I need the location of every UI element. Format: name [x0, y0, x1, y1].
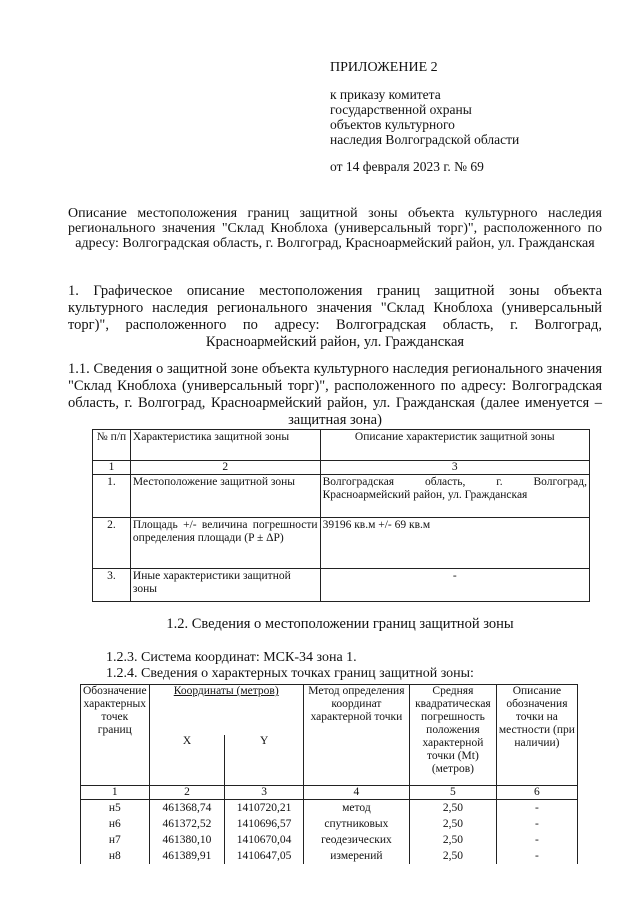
- appendix-line: к приказу комитета: [330, 87, 441, 102]
- point-error: 2,50: [410, 832, 497, 848]
- point-error: 2,50: [410, 800, 497, 817]
- table1-col-number: 1: [93, 461, 131, 475]
- table1-row-name: Местоположение защитной зоны: [130, 475, 320, 518]
- table-row: [93, 518, 590, 569]
- table1-row-name: Площадь +/- величина погрешности определения площади (P ± ΔP): [130, 518, 320, 569]
- table1-header-num: № п/п: [93, 430, 131, 461]
- table2-col-number: 5: [410, 786, 497, 800]
- point-error: 2,50: [410, 848, 497, 864]
- section-1-2-title: 1.2. Сведения о местоположении границ защитной зоны: [166, 616, 514, 632]
- table1-col-number: 3: [320, 461, 589, 475]
- section-1-1-title: 1.1. Сведения о защитной зоне объекта культурного наследия регионального значения "Склад Кноблоха (универсальный торг)", расположенного по адресу: Волгоградская область, г. Волгоград, Красноармейский район, ул. Гражданская (далее именуется – защитная зона): [68, 361, 602, 428]
- point-description: -: [496, 800, 577, 817]
- table2-col-number: 2: [149, 786, 225, 800]
- table-row: [93, 569, 590, 602]
- table2-col-number: 6: [496, 786, 577, 800]
- table1-header-characteristic: Характеристика защитной зоны: [130, 430, 320, 461]
- table1-row-desc: 39196 кв.м +/- 69 кв.м: [320, 518, 589, 569]
- table2-header-description: Описание обозначения точки на местности (при наличии): [496, 685, 577, 786]
- table1-row-num: 3.: [93, 569, 131, 602]
- table2-header-error: Средняя квадратическая погрешность положения характерной точки (Mt) (метров): [410, 685, 497, 786]
- point-error: 2,50: [410, 816, 497, 832]
- table-row: [81, 800, 578, 817]
- section-1-2-4: 1.2.4. Сведения о характерных точках границ защитной зоны:: [106, 666, 474, 681]
- section-1-title: 1. Графическое описание местоположения границ защитной зоны объекта культурного наследия регионального значения "Склад Кноблоха (универсальный торг)", расположенного по адресу: Волгоградская область, г. Волгоград, Красноармейский район, ул. Гражданская: [68, 283, 602, 350]
- point-description: -: [496, 832, 577, 848]
- table-row: [81, 848, 578, 864]
- boundary-points-table: [80, 684, 578, 864]
- appendix-title: ПРИЛОЖЕНИЕ 2: [330, 60, 438, 75]
- point-description: -: [496, 848, 577, 864]
- table1-col-number: 2: [130, 461, 320, 475]
- point-label: н7: [81, 832, 150, 848]
- point-label: н6: [81, 816, 150, 832]
- point-y: 1410696,57: [225, 816, 303, 832]
- point-method: геодезических: [303, 832, 409, 848]
- point-description: -: [496, 816, 577, 832]
- document-heading: Описание местоположения границ защитной зоны объекта культурного наследия регионального значения "Склад Кноблоха (универсальный торг)", расположенного по адресу: Волгоградская область, г. Волгоград, Красноармейский район, ул. Гражданская: [68, 206, 602, 251]
- protection-zone-table: [92, 429, 590, 602]
- appendix-line: объектов культурного: [330, 117, 455, 132]
- table2-header-method: Метод определения координат характерной точки: [303, 685, 409, 786]
- table2-col-number: 1: [81, 786, 150, 800]
- point-method: измерений: [303, 848, 409, 864]
- appendix-line: наследия Волгоградской области: [330, 132, 520, 147]
- point-x: 461380,10: [149, 832, 225, 848]
- table2-header-x: X: [149, 735, 225, 786]
- table2-col-number: 3: [225, 786, 303, 800]
- point-x: 461389,91: [149, 848, 225, 864]
- point-x: 461368,74: [149, 800, 225, 817]
- point-method: метод: [303, 800, 409, 817]
- table1-row-desc: Волгоградская область, г. Волгоград, Красноармейский район, ул. Гражданская: [320, 475, 589, 518]
- table1-row-name: Иные характеристики защитной зоны: [130, 569, 320, 602]
- table1-header-description: Описание характеристик защитной зоны: [320, 430, 589, 461]
- section-1-2-3: 1.2.3. Система координат: МСК-34 зона 1.: [106, 650, 357, 665]
- table-row: [81, 832, 578, 848]
- point-y: 1410720,21: [225, 800, 303, 817]
- point-method: спутниковых: [303, 816, 409, 832]
- table-row: [81, 816, 578, 832]
- table2-col-number: 4: [303, 786, 409, 800]
- table2-header-y: Y: [225, 735, 303, 786]
- table-row: [93, 475, 590, 518]
- appendix-block: [330, 60, 610, 174]
- point-x: 461372,52: [149, 816, 225, 832]
- table2-header-coords: Координаты (метров): [149, 685, 303, 736]
- table1-row-num: 2.: [93, 518, 131, 569]
- point-y: 1410647,05: [225, 848, 303, 864]
- table1-row-num: 1.: [93, 475, 131, 518]
- appendix-line: государственной охраны: [330, 102, 472, 117]
- point-label: н5: [81, 800, 150, 817]
- point-y: 1410670,04: [225, 832, 303, 848]
- appendix-date: от 14 февраля 2023 г. № 69: [330, 159, 484, 174]
- point-label: н8: [81, 848, 150, 864]
- table2-header-points: Обозначение характерных точек границ: [81, 685, 150, 786]
- table1-row-desc: -: [320, 569, 589, 602]
